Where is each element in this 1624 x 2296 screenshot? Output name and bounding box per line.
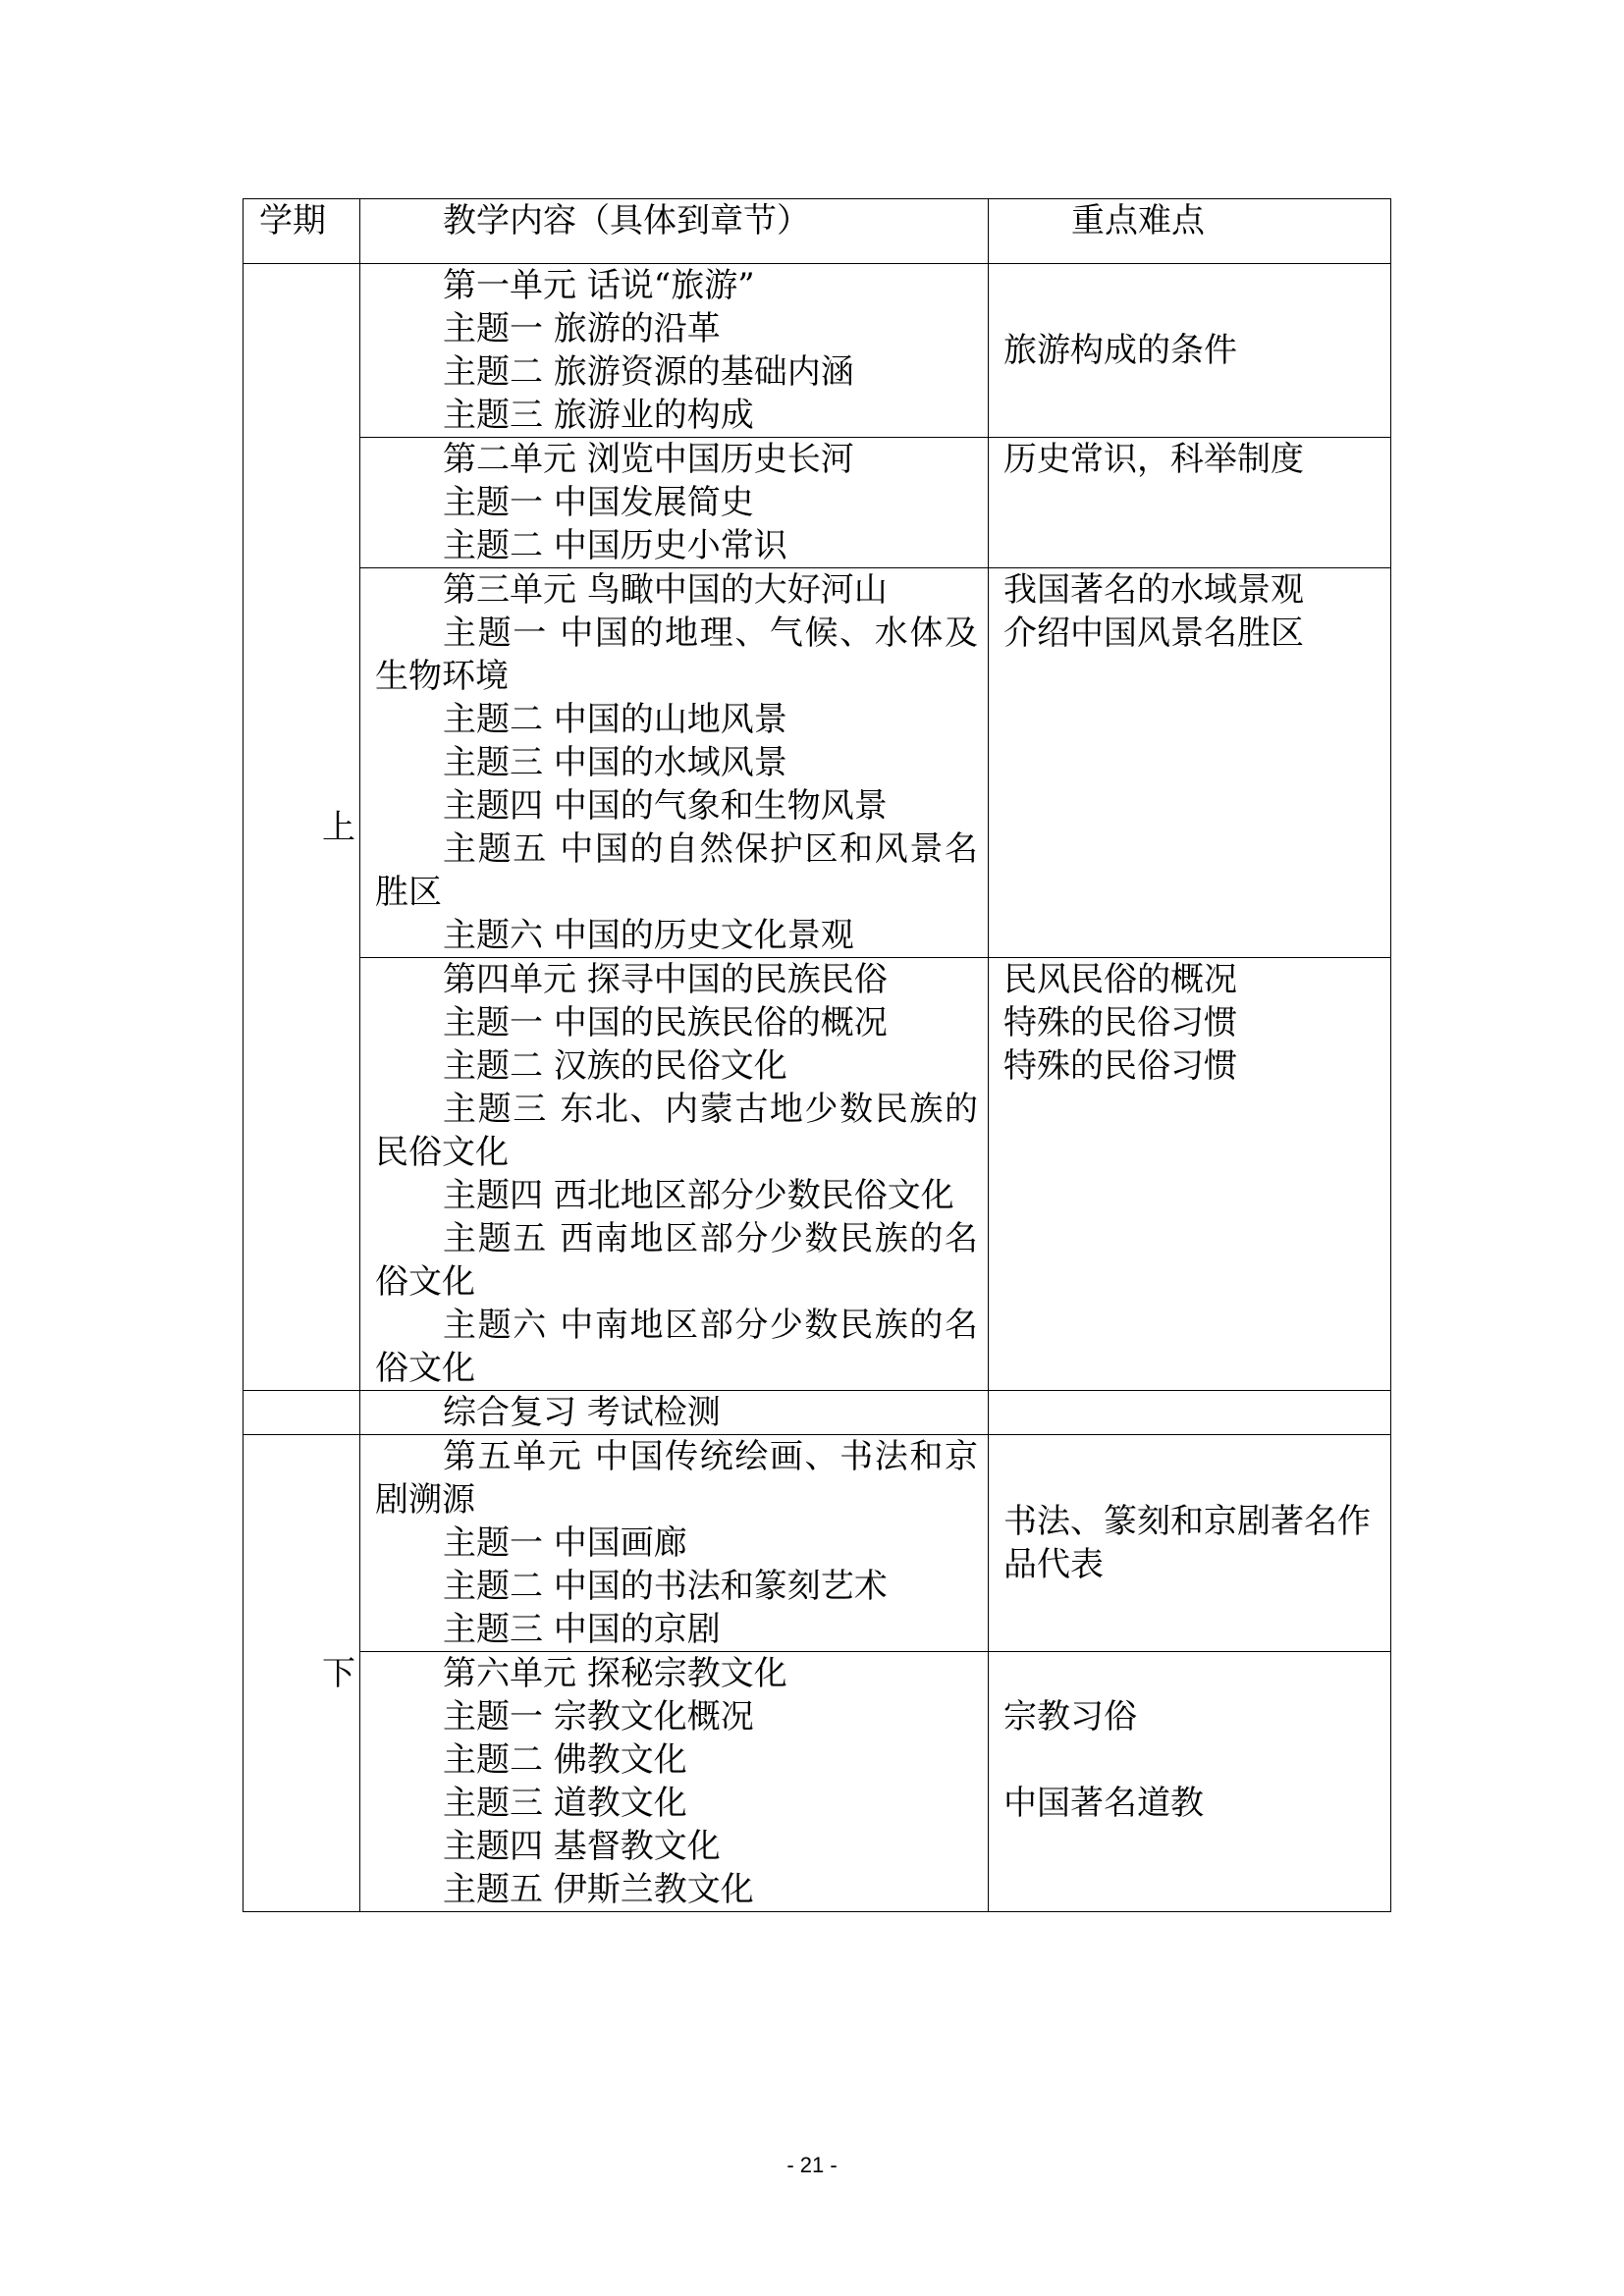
table-row — [244, 958, 1391, 1391]
unit-title: 第二单元 浏览中国历史长河 — [443, 440, 854, 479]
header-key-points: 重点难点 — [989, 199, 1391, 264]
topic-item: 主题三 旅游业的构成 — [443, 396, 754, 435]
review-key-empty — [989, 1391, 1391, 1435]
unit-title: 第一单元 话说“旅游” — [443, 266, 755, 305]
review-text: 综合复习 考试检测 — [443, 1393, 721, 1432]
review-term-empty — [244, 1391, 360, 1435]
unit-key-points — [989, 958, 1391, 1391]
unit-content — [360, 264, 989, 438]
topic-item: 主题二 佛教文化 — [443, 1740, 687, 1780]
topic-item: 主题五 中国的自然保护区和风景名胜区 — [375, 829, 978, 912]
key-point: 历史常识，科举制度 — [1003, 440, 1304, 479]
unit-content — [360, 568, 989, 958]
key-point: 介绍中国风景名胜区 — [1003, 614, 1304, 653]
key-point: 旅游构成的条件 — [1003, 331, 1237, 370]
topic-item: 主题三 东北、内蒙古地少数民族的民俗文化 — [375, 1090, 978, 1172]
topic-item: 主题二 中国的书法和篆刻艺术 — [443, 1567, 888, 1606]
topic-item: 主题四 西北地区部分少数民俗文化 — [443, 1176, 954, 1215]
key-point: 民风民俗的概况 — [1003, 960, 1237, 999]
key-point: 书法、篆刻和京剧著名作品代表 — [1003, 1502, 1371, 1584]
topic-item: 主题五 伊斯兰教文化 — [443, 1870, 754, 1909]
unit-content — [360, 1435, 989, 1652]
table-row — [244, 264, 1391, 438]
key-point: 宗教习俗 — [1003, 1697, 1137, 1736]
key-point: 特殊的民俗习惯 — [1003, 1046, 1237, 1086]
table-row — [244, 568, 1391, 958]
table-header-row — [244, 199, 1391, 264]
topic-item: 主题一 中国画廊 — [443, 1523, 687, 1563]
topic-item: 主题六 中国的历史文化景观 — [443, 916, 854, 955]
teaching-plan-table — [243, 198, 1391, 1912]
topic-item: 主题一 中国的地理、气候、水体及生物环境 — [375, 614, 978, 696]
topic-item: 主题二 汉族的民俗文化 — [443, 1046, 787, 1086]
header-content: 教学内容（具体到章节） — [360, 199, 989, 264]
unit-title: 第三单元 鸟瞰中国的大好河山 — [443, 570, 888, 610]
unit-key-points — [989, 1652, 1391, 1912]
key-point: 特殊的民俗习惯 — [1003, 1003, 1237, 1042]
header-term: 学期 — [244, 199, 360, 264]
unit-key-points — [989, 1435, 1391, 1652]
key-point: 中国著名道教 — [1003, 1784, 1204, 1823]
unit-title: 第四单元 探寻中国的民族民俗 — [443, 960, 888, 999]
table-row — [244, 1652, 1391, 1912]
term-second: 下 — [244, 1435, 360, 1912]
table-row — [244, 1435, 1391, 1652]
unit-title: 第五单元 中国传统绘画、书法和京剧溯源 — [375, 1437, 978, 1520]
unit-key-points — [989, 264, 1391, 438]
unit-key-points — [989, 438, 1391, 568]
term-first: 上 — [244, 264, 360, 1391]
topic-item: 主题四 中国的气象和生物风景 — [443, 786, 888, 826]
topic-item: 主题三 中国的京剧 — [443, 1610, 721, 1649]
topic-item: 主题六 中南地区部分少数民族的名俗文化 — [375, 1306, 978, 1388]
review-content — [360, 1391, 989, 1435]
topic-item: 主题三 中国的水域风景 — [443, 743, 787, 782]
unit-content — [360, 438, 989, 568]
unit-content — [360, 958, 989, 1391]
table-row — [244, 438, 1391, 568]
review-row — [244, 1391, 1391, 1435]
unit-content — [360, 1652, 989, 1912]
unit-key-points — [989, 568, 1391, 958]
topic-item: 主题五 西南地区部分少数民族的名俗文化 — [375, 1219, 978, 1302]
unit-title: 第六单元 探秘宗教文化 — [443, 1654, 787, 1693]
topic-item: 主题一 中国的民族民俗的概况 — [443, 1003, 888, 1042]
topic-item: 主题二 中国历史小常识 — [443, 526, 787, 565]
topic-item: 主题二 旅游资源的基础内涵 — [443, 352, 854, 392]
topic-item: 主题四 基督教文化 — [443, 1827, 721, 1866]
topic-item: 主题二 中国的山地风景 — [443, 700, 787, 739]
key-point: 我国著名的水域景观 — [1003, 570, 1304, 610]
topic-item: 主题一 旅游的沿革 — [443, 309, 721, 348]
topic-item: 主题一 宗教文化概况 — [443, 1697, 754, 1736]
topic-item: 主题一 中国发展简史 — [443, 483, 754, 522]
page-number: - 21 - — [786, 2153, 838, 2177]
topic-item: 主题三 道教文化 — [443, 1784, 687, 1823]
